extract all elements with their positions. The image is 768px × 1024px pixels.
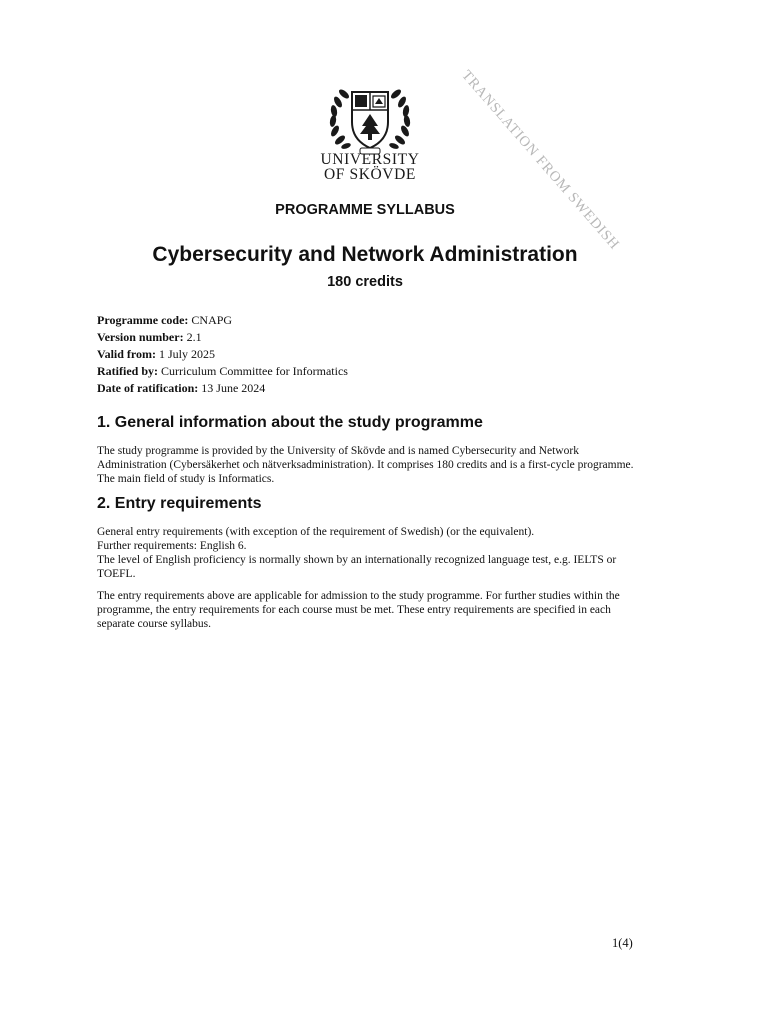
meta-label: Valid from:	[97, 347, 157, 361]
section-heading-general: 1. General information about the study programme	[97, 414, 483, 431]
meta-value: CNAPG	[191, 313, 233, 327]
university-crest-icon	[326, 84, 414, 158]
meta-label: Version number:	[97, 330, 184, 344]
programme-credits: 180 credits	[327, 274, 403, 290]
university-name-line1: UNIVERSITY	[320, 151, 420, 168]
entry-requirements-list	[97, 525, 642, 581]
meta-programme-code	[97, 312, 348, 329]
meta-ratified-by	[97, 363, 348, 380]
section-heading-entry: 2. Entry requirements	[97, 495, 262, 512]
meta-label: Ratified by:	[97, 364, 158, 378]
meta-valid-from	[97, 346, 348, 363]
entry-line-general: General entry requirements (with exception of the requirement of Swedish) (or the equivalent).	[97, 526, 535, 538]
university-name-line2: OF SKÖVDE	[324, 166, 416, 183]
page-number: 1(4)	[612, 936, 633, 950]
entry-line-english: The level of English proficiency is normally shown by an internationally recognized language test, e.g. IELTS or TOEFL.	[97, 554, 617, 580]
meta-date-of-ratification	[97, 380, 348, 397]
meta-value: Curriculum Committee for Informatics	[161, 364, 348, 378]
document-type-label: PROGRAMME SYLLABUS	[275, 202, 455, 218]
section-body-entry: The entry requirements above are applicable for admission to the study programme. For further studies within the programme, the entry requirements for each course must be met. These entry requirements are specified in each separate course syllabus.	[97, 590, 620, 630]
translation-watermark: TRANSLATION FROM SWEDISH	[458, 67, 623, 253]
meta-value: 13 June 2024	[201, 381, 266, 395]
meta-label: Programme code:	[97, 313, 189, 327]
meta-value: 1 July 2025	[159, 347, 216, 361]
programme-metadata	[97, 312, 348, 397]
entry-line-further: Further requirements: English 6.	[97, 540, 247, 552]
meta-value: 2.1	[186, 330, 202, 344]
programme-title: Cybersecurity and Network Administration	[152, 243, 578, 266]
meta-label: Date of ratification:	[97, 381, 199, 395]
meta-version-number	[97, 329, 348, 346]
section-body-general: The study programme is provided by the University of Skövde and is named Cybersecurity and Network Administration (Cybersäkerhet och nätverksadministration). It comprises 180 credits and is a first-cycle programme. The main field of study is Informatics.	[97, 445, 634, 485]
